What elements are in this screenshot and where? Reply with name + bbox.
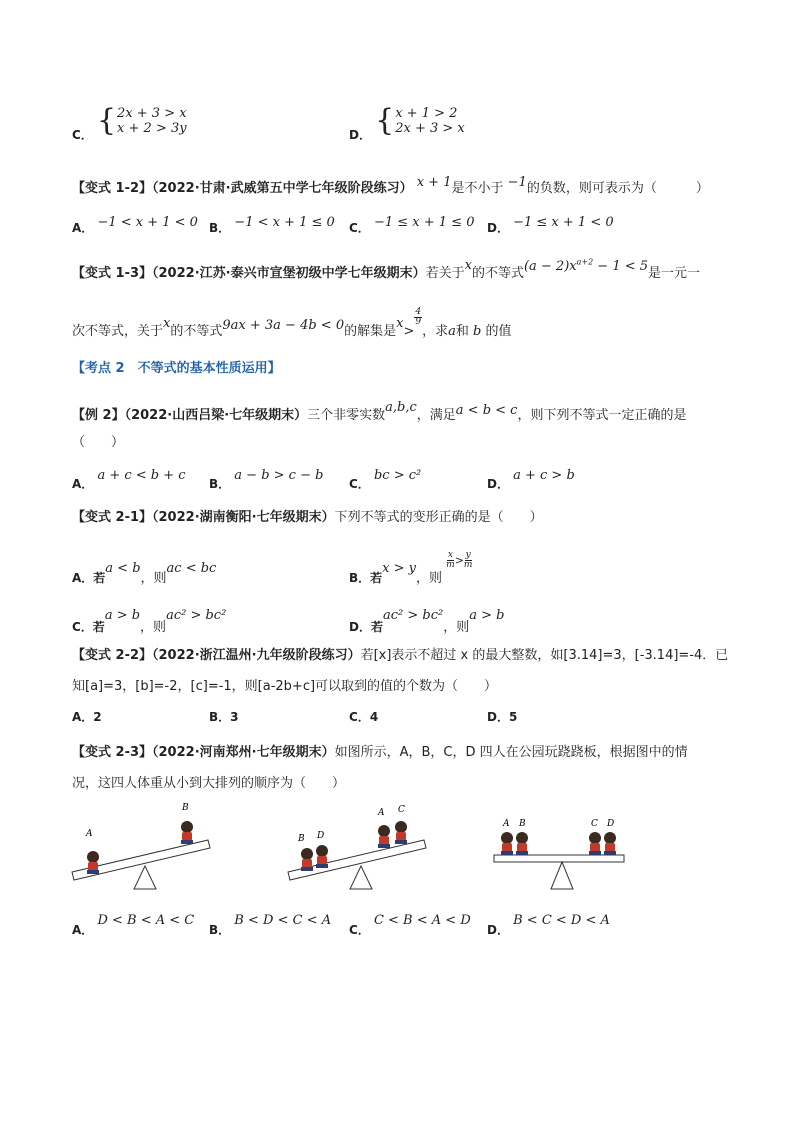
option-label: C．	[349, 710, 370, 724]
v23-option-b[interactable]	[209, 911, 332, 937]
option-expr: −1 ≤ x + 1 < 0	[513, 215, 614, 230]
question-text: 下列不等式的变形正确的是（ ）	[334, 510, 543, 525]
seesaw-figure-2	[282, 800, 432, 895]
equation: 2x + 3 > x	[117, 106, 187, 121]
option-label: C．	[349, 221, 370, 235]
math-expr: 9ax + 3a − 4b < 0	[222, 318, 345, 333]
option-label: A．	[72, 221, 94, 235]
option-expr: a − b > c − b	[234, 468, 324, 483]
option-label: B．	[209, 710, 231, 724]
section-title: 【考点 2 不等式的基本性质运用】	[72, 361, 281, 376]
question-text: 是一元一	[648, 266, 701, 281]
math-expr: a > b	[469, 608, 505, 623]
option-expr: a + c < b + c	[97, 468, 186, 483]
question-text: ，则下列不等式一定正确的是	[517, 408, 687, 423]
question-v21	[72, 506, 543, 525]
question-source: （2022·河南郑州·七年级期末）	[152, 745, 335, 760]
v21-option-b[interactable]: B．若x > y，则 $\frac{x}{m}$ > $\frac{y}{m}$	[349, 550, 473, 586]
question-text: 和	[455, 324, 469, 339]
question-ex2-line1	[72, 400, 687, 423]
v22-option-b[interactable]	[209, 708, 239, 725]
question-source: （2022·江苏·泰兴市宣堡初级中学七年级期末）	[152, 266, 426, 281]
option-value: 4	[369, 710, 379, 724]
math-expr: a < b < c	[455, 403, 518, 418]
person-b	[516, 832, 528, 855]
person-b	[301, 848, 313, 871]
question-tag: 【变式 1-2】	[72, 181, 153, 196]
seesaw-figure-3	[488, 800, 638, 895]
question-source: （2022·甘肃·武威第五中学七年级阶段练习）	[152, 181, 413, 196]
question-text: 的解集是	[344, 324, 397, 339]
fraction: $\frac{4}{9}$	[415, 307, 422, 327]
v22-option-a[interactable]	[72, 708, 102, 725]
question-v23-line1	[72, 741, 688, 760]
option-text: ，则	[140, 620, 167, 635]
math-var: x	[163, 316, 171, 331]
person-d	[316, 845, 328, 868]
v21-option-d[interactable]	[349, 604, 505, 635]
math-expr: −1	[507, 175, 527, 190]
question-text: 如图所示，A，B，C，D 四人在公园玩跷跷板，根据图中的情	[334, 745, 688, 760]
v12-option-c[interactable]	[349, 213, 475, 235]
person-b	[181, 821, 193, 844]
option-value: 2	[93, 710, 102, 724]
v21-option-c[interactable]	[72, 604, 227, 635]
question-tag: 【例 2】	[72, 408, 125, 423]
option-label: B．	[209, 923, 231, 937]
math-var: b	[473, 324, 482, 339]
question-tag: 【变式 2-3】	[72, 745, 153, 760]
math-expr: a,b,c	[385, 400, 417, 415]
option-label: B．	[209, 477, 231, 491]
option-expr: D < B < A < C	[97, 913, 195, 928]
option-expr: −1 < x + 1 < 0	[97, 215, 198, 230]
person-c	[395, 821, 407, 844]
question-source: （2022·湖南衡阳·七年级期末）	[152, 510, 335, 525]
question-text: 的值	[485, 324, 512, 339]
seesaw-figure-1	[66, 800, 216, 895]
v12-option-b[interactable]	[209, 213, 335, 235]
label-d: D	[317, 831, 325, 841]
option-label: B．若	[349, 571, 383, 585]
question-text: 是不小于	[451, 181, 504, 196]
label-a: A	[503, 819, 510, 829]
equation: 2x + 3 > x	[395, 121, 465, 136]
v12-option-a[interactable]	[72, 213, 198, 235]
option-expr: −1 ≤ x + 1 ≤ 0	[373, 215, 475, 230]
question-text: 的不等式	[170, 324, 223, 339]
question-v22-line2: 知[a]=3，[b]=-2，[c]=-1，则[a-2b+c]可以取到的值的个数为（ ）	[72, 679, 498, 694]
person-a	[378, 825, 390, 848]
question-v12	[72, 177, 709, 196]
question-text: ，求	[422, 324, 449, 339]
math-expr: $(a - 2)x^{a+2} - 1 < 5$	[523, 257, 649, 274]
v23-option-d[interactable]	[487, 911, 610, 937]
option-value: 5	[508, 710, 518, 724]
option-label: A．	[72, 477, 94, 491]
math-expr: a < b	[105, 561, 141, 576]
person-c	[589, 832, 601, 855]
person-a	[87, 851, 99, 874]
option-expr: B < C < D < A	[513, 913, 610, 928]
math-var: x	[464, 258, 472, 273]
option-expr: B < D < C < A	[234, 913, 332, 928]
question-text: 若关于	[425, 266, 465, 281]
option-text: ，则	[140, 571, 167, 586]
label-b: B	[298, 834, 305, 844]
seesaw-fulcrum	[134, 866, 156, 889]
option-label: D．	[487, 221, 509, 235]
question-text: 次不等式，关于	[72, 324, 164, 339]
option-label: C．若	[72, 620, 105, 634]
question-tag: 【变式 2-1】	[72, 510, 153, 525]
math-var: a	[448, 324, 456, 339]
question-tag: 【变式 1-3】	[72, 266, 153, 281]
option-label: D．	[487, 710, 509, 724]
math-expr: ac² > bc²	[166, 608, 227, 623]
option-expr: −1 < x + 1 ≤ 0	[234, 215, 335, 230]
ex2-option-d[interactable]	[487, 466, 575, 491]
seesaw-fulcrum	[350, 866, 372, 889]
option-expr: bc > c²	[373, 468, 422, 483]
v22-option-d[interactable]	[487, 708, 517, 725]
option-label: D．	[349, 127, 371, 142]
option-expr: C < B < A < D	[373, 913, 471, 928]
q1-option-c[interactable]	[72, 103, 187, 142]
option-label: C．	[349, 923, 370, 937]
fraction: $\frac{y}{m}$	[463, 550, 473, 570]
option-label: D．	[487, 477, 509, 491]
person-a	[501, 832, 513, 855]
option-label: D．若	[349, 620, 383, 634]
math-expr: a > b	[104, 608, 141, 623]
math-op: >	[403, 324, 415, 339]
ex2-option-b[interactable]	[209, 466, 324, 491]
ex2-option-a[interactable]	[72, 466, 186, 491]
equation: x + 1 > 2	[395, 106, 458, 121]
label-a: A	[378, 808, 385, 818]
label-b: B	[519, 819, 526, 829]
label-c: C	[591, 819, 598, 829]
option-value: 3	[230, 710, 239, 724]
question-v13-line2	[72, 307, 512, 341]
label-d: D	[607, 819, 615, 829]
person-d	[604, 832, 616, 855]
question-text: 若[x]表示不超过 x 的最大整数，如[3.14]=3，[-3.14]=-4．已	[360, 648, 729, 663]
equation-system: { 2x + 3 > x x + 2 > 3y	[96, 103, 187, 138]
v22-option-c[interactable]	[349, 708, 378, 725]
question-text: ，满足	[416, 408, 456, 423]
option-label: A．	[72, 923, 94, 937]
option-text: ，则	[416, 571, 443, 586]
math-expr: ac² > bc²	[382, 608, 444, 623]
math-expr: x + 1	[416, 175, 452, 190]
math-expr: ac < bc	[166, 561, 217, 576]
v12-option-d[interactable]	[487, 213, 614, 235]
equation: x + 2 > 3y	[117, 121, 187, 136]
fraction: $\frac{x}{m}$	[446, 550, 455, 570]
question-tag: 【变式 2-2】	[72, 648, 153, 663]
question-v13-line1	[72, 257, 701, 281]
option-label: B．	[209, 221, 231, 235]
option-label: D．	[487, 923, 509, 937]
math-var: x	[396, 316, 404, 331]
label-a: A	[86, 829, 93, 839]
option-label: A．	[72, 710, 94, 724]
question-source: （2022·山西吕梁·七年级期末）	[124, 408, 308, 423]
question-text: 的负数，则可表示为（ ）	[526, 181, 709, 196]
option-expr: a + c > b	[513, 468, 575, 483]
answer-paren: （ ）	[72, 435, 125, 450]
seesaw-plank	[494, 855, 624, 862]
question-text: 的不等式	[471, 266, 524, 281]
v23-option-a[interactable]	[72, 911, 195, 937]
v21-option-a[interactable]	[72, 557, 217, 586]
v23-option-c[interactable]	[349, 911, 471, 937]
ex2-option-c[interactable]	[349, 466, 422, 491]
question-text: 三个非零实数	[307, 408, 386, 423]
seesaw-fulcrum	[551, 862, 573, 889]
option-text: ，则	[443, 620, 470, 635]
question-source: （2022·浙江温州·九年级阶段练习）	[152, 648, 361, 663]
math-expr: x > y	[382, 561, 416, 576]
label-b: B	[182, 803, 189, 813]
option-label: C．	[72, 127, 93, 142]
question-v23-line2: 况，这四人体重从小到大排列的顺序为（ ）	[72, 776, 346, 791]
equation-system: { x + 1 > 2 2x + 3 > x	[375, 103, 465, 138]
q1-option-d[interactable]	[349, 103, 465, 142]
label-c: C	[398, 805, 405, 815]
option-label: A．若	[72, 571, 106, 585]
option-label: C．	[349, 477, 370, 491]
question-v22-line1	[72, 644, 728, 663]
